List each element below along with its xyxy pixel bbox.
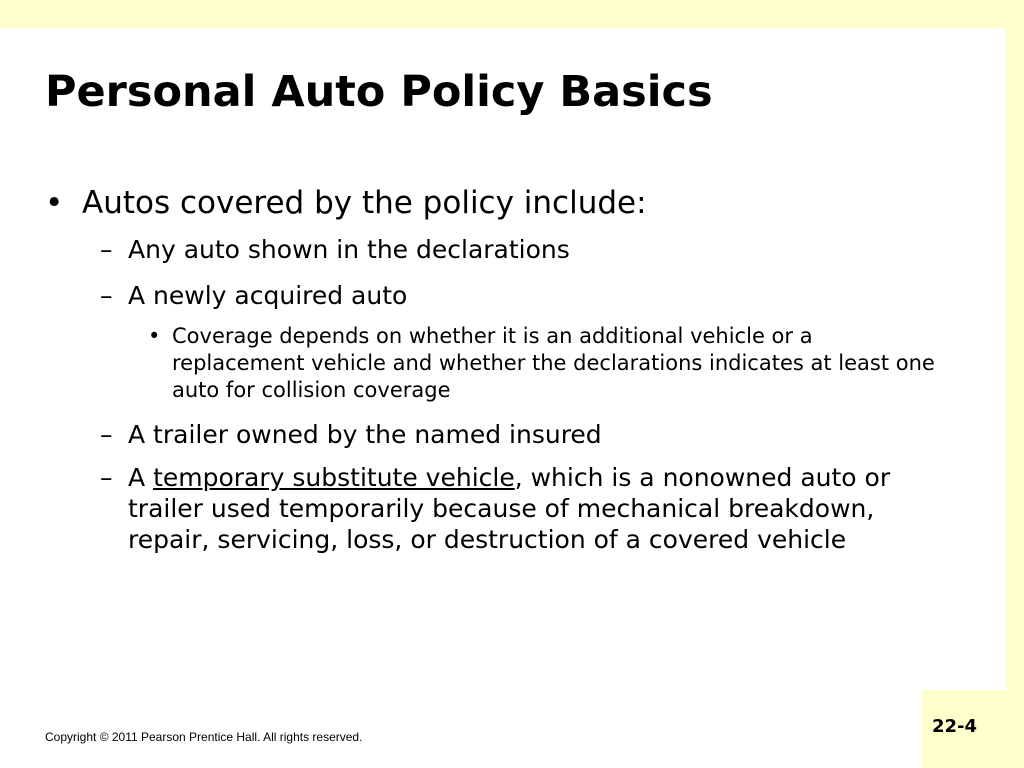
sub-point-text: A newly acquired auto	[128, 281, 408, 310]
bullet-autos-covered	[45, 184, 647, 222]
sub-point-text: Any auto shown in the declarations	[128, 235, 570, 264]
dash-marker: –	[100, 463, 113, 492]
term-temporary-substitute-vehicle: temporary substitute vehicle	[153, 463, 515, 492]
sub-point-text	[128, 462, 928, 555]
substitute-rest: , which is a nonowned auto or trailer used temporarily because of mechanical breakdown, repair, servicing, loss, or destruction of a covered vehicle	[128, 463, 891, 554]
slide-title: Personal Auto Policy Basics	[45, 67, 713, 117]
dash-marker: –	[100, 281, 113, 310]
page-number: 22-4	[932, 716, 978, 737]
substitute-prefix: A	[128, 463, 154, 492]
dash-marker: –	[100, 235, 113, 264]
copyright-footer: Copyright © 2011 Pearson Prentice Hall. All rights reserved.	[45, 730, 363, 744]
dash-marker: –	[100, 420, 113, 449]
detail-text: Coverage depends on whether it is an additional vehicle or a replacement vehicle and whether the declarations indicates at least one auto for collision coverage	[172, 324, 935, 402]
sub-point-text: A trailer owned by the named insured	[128, 420, 602, 449]
bullet-text: Autos covered by the policy include:	[82, 185, 647, 221]
bullet-marker: •	[148, 324, 161, 348]
bullet-marker: •	[45, 185, 64, 221]
